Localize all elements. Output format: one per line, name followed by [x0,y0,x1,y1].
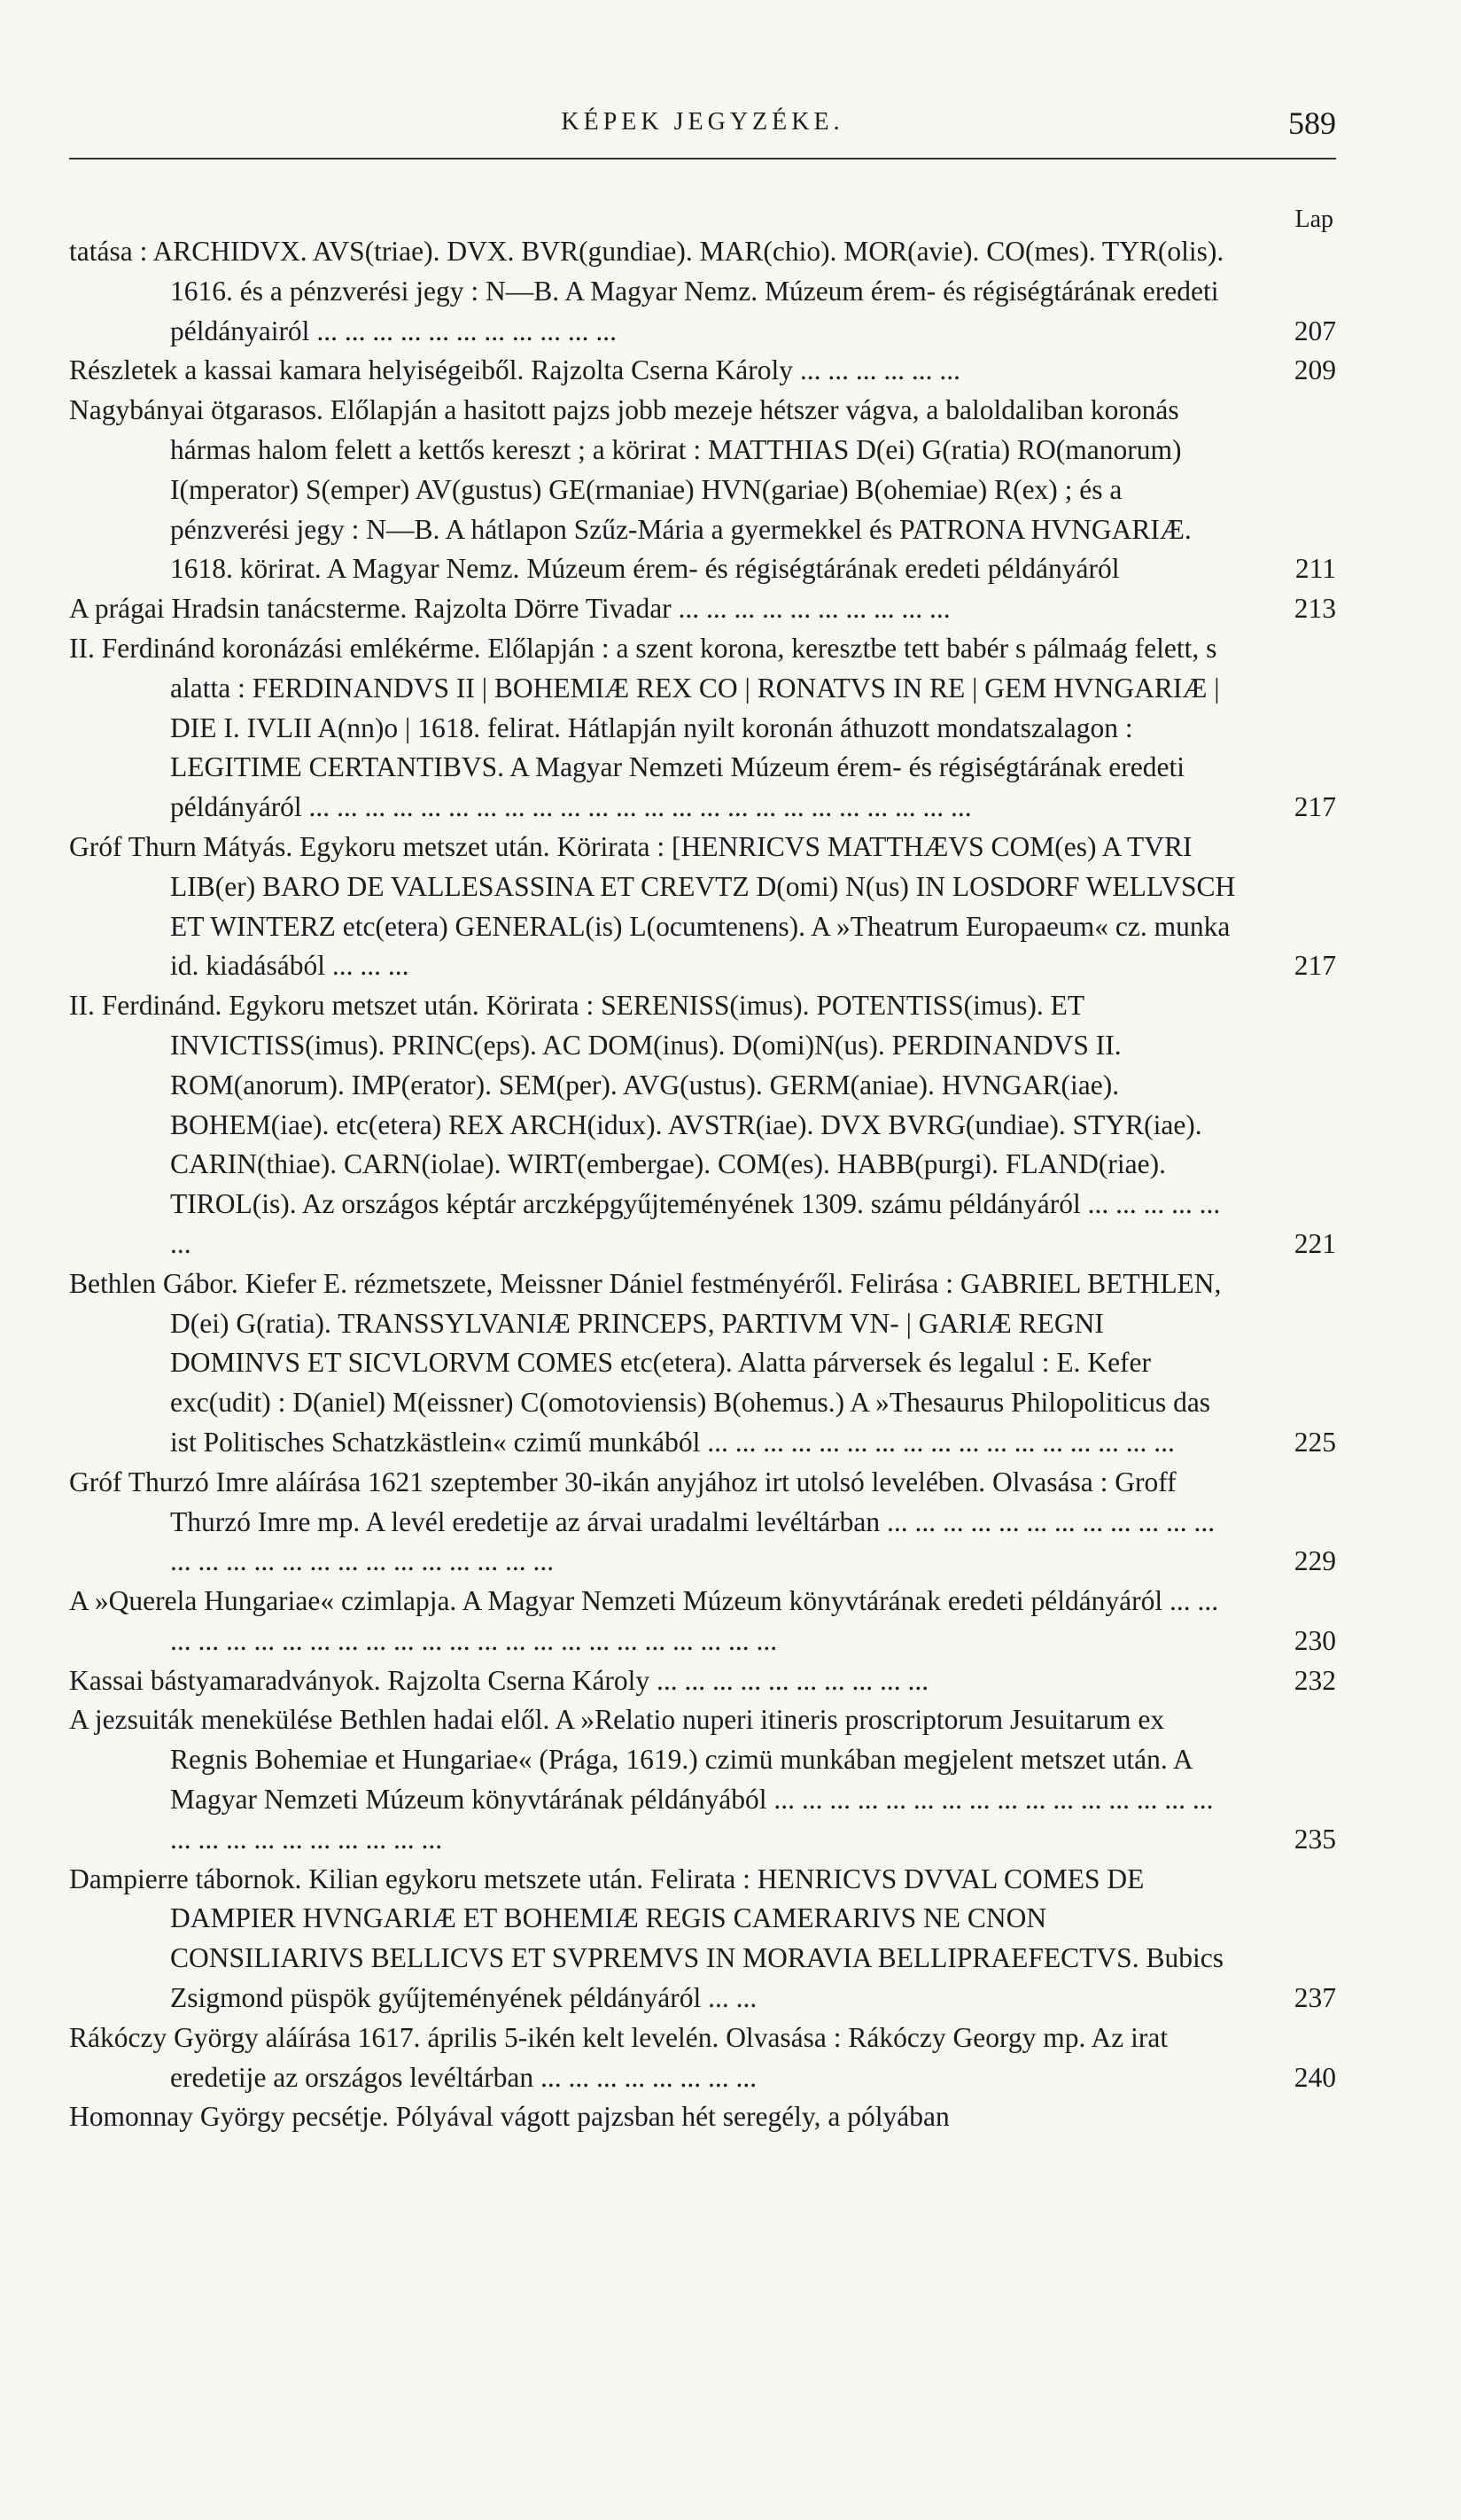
entry-text: Gróf Thurn Mátyás. Egykoru metszet után. Körirata : [HENRICVS MATTHÆVS COM(es) A TVRI LIB(er) BARO DE VALLESASSINA ET CREVTZ D(omi) N(us) IN LOSDORF WELLVSCH ET WINTERZ etc(etera) GENERAL(is) L(ocumtenens). A »Theatrum Europaeum« cz. munka id. kiadásából ... ... ... [69,830,1236,982]
entry-text: A jezsuiták menekülése Bethlen hadai elől. A »Relatio nuperi itineris proscriptorum Jesuitarum ex Regnis Bohemiae et Hungariae« (Prága, 1619.) czimü munkában megjelent metszet után. A Magyar Nemzeti Múzeum könyvtárának példányából ... ... ... ... ... ... ... ... ... ... ... ... ... ... ... ... ... ... ... ... ... ... ... ... ... ... [69,1704,1214,1855]
running-title: KÉPEK JEGYZÉKE. [561,108,844,136]
entry-text: Részletek a kassai kamara helyiségeiből. Rajzolta Cserna Károly ... ... ... ... ... ... [69,354,960,386]
entry-page: 213 [1294,593,1336,625]
page-header [69,105,1336,159]
page-column-label: Lap [1294,206,1333,233]
entry-text: A prágai Hradsin tanácsterme. Rajzolta Dörre Tivadar ... ... ... ... ... ... ... ... ... ... [69,593,951,625]
list-item [69,1661,1336,1701]
list-item [69,1700,1336,1859]
entry-text: Rákóczy György aláírása 1617. április 5-ikén kelt levelén. Olvasása : Rákóczy Georgy mp. Az irat eredetije az országos levéltárban ... ... ... ... ... ... ... ... [69,2021,1169,2093]
list-item [69,828,1336,986]
entry-text: II. Ferdinánd. Egykoru metszet után. Körirata : SERENISS(imus). POTENTISS(imus). ET INVICTISS(imus). PRINC(eps). AC DOM(inus). D(omi)N(us). PERDINANDVS II. ROM(anorum). IMP(erator). SEM(per). AVG(ustus). GERM(aniae). HVNGAR(iae). BOHEM(iae). etc(etera) REX ARCH(idux). AVSTR(iae). DVX BVRG(undiae). STYR(iae). CARIN(thiae). CARN(iolae). WIRT(embergae). COM(es). HABB(purgi). FLAND(riae). TIROL(is). Az országos képtár arczképgyűjteményének 1309. számu példányáról ... ... ... ... ... ... [69,990,1221,1259]
entry-text: Gróf Thurzó Imre aláírása 1621 szeptember 30-ikán anyjához irt utolsó levelében. Olvasása : Groff Thurzó Imre mp. A levél eredetije az árvai uradalmi levéltárban ... ... ... ... ... ... ... ... ... ... ... ... ... ... ... ... ... ... ... ... ... ... ... ... ... ... [69,1466,1216,1577]
entry-page: 221 [1294,1227,1336,1259]
entry-page: 237 [1294,1982,1336,2014]
entry-text: Homonnay György pecsétje. Pólyával vágott pajzsban hét seregély, a pólyában [69,2101,950,2133]
entry-page: 230 [1294,1624,1336,1656]
entry-page: 207 [1294,315,1336,346]
entry-text: A »Querela Hungariae« czimlapja. A Magyar Nemzeti Múzeum könyvtárának eredeti példányáról ... ... ... ... ... ... ... ... ... ... ... ... ... ... ... ... ... ... ... ... ... ... ... ... [69,1585,1219,1656]
list-item [69,1463,1336,1582]
entry-page: 217 [1294,791,1336,823]
entry-page: 209 [1294,354,1336,386]
entry-text: Bethlen Gábor. Kiefer E. rézmetszete, Meissner Dániel festményéről. Felirása : GABRIEL BETHLEN, D(ei) G(ratia). TRANSSYLVANIÆ PRINCEPS, PARTIVM VN- | GARIÆ REGNI DOMINVS ET SICVLORVM COMES etc(etera). Alatta párversek és legalul : E. Kefer exc(udit) : D(aniel) M(eissner) C(omotoviensis) B(ohemus.) A »Thesaurus Philopoliticus das ist Politisches Schatzkästlein« czimű munkából ... ... ... ... ... ... ... ... ... ... ... ... ... ... ... ... ... [69,1267,1222,1458]
entry-page: 217 [1294,950,1336,982]
list-item [69,1264,1336,1463]
entry-text: II. Ferdinánd koronázási emlékérme. Előlapján : a szent korona, keresztbe tett babér s pálmaág felett, s alatta : FERDINANDVS II | BOHEMIÆ REX CO | RONATVS IN RE | GEM HVNGARIÆ | DIE I. IVLII A(nn)o | 1618. felirat. Hátlapján nyilt koronán áthuzott mondatszalagon : LEGITIME CERTANTIBVS. A Magyar Nemzeti Múzeum érem- és régiségtárának eredeti példányáról ... ... ... ... ... ... ... ... ... ... ... ... ... ... ... ... ... ... ... ... ... ... ... ... [69,632,1220,823]
entry-text: Kassai bástyamaradványok. Rajzolta Cserna Károly ... ... ... ... ... ... ... ... ... ... [69,1664,929,1696]
entry-page: 240 [1294,2061,1336,2093]
list-item [69,589,1336,629]
entry-page: 229 [1294,1545,1336,1577]
entry-page: 211 [1294,553,1336,585]
list-item [69,232,1336,351]
list-item [69,1582,1336,1661]
entry-page: 232 [1294,1664,1336,1696]
list-item [69,351,1336,391]
list-item [69,391,1336,589]
entry-page: 235 [1294,1823,1336,1855]
list-item [69,986,1336,1264]
entry-list [69,232,1336,2137]
entry-text: tatása : ARCHIDVX. AVS(triae). DVX. BVR(gundiae). MAR(chio). MOR(avie). CO(mes). TYR(olis). 1616. és a pénzverési jegy : N—B. A Magyar Nemz. Múzeum érem- és régiségtárának eredeti példányairól ... ... ... ... ... ... ... ... ... ... ... [69,236,1224,346]
list-item [69,629,1336,828]
list-item [69,2018,1336,2098]
page-number: 589 [1288,105,1336,141]
entry-text: Nagybányai ötgarasos. Előlapján a hasitott pajzs jobb mezeje hétszer vágva, a baloldaliban koronás hármas halom felett a kettős kereszt ; a körirat : MATTHIAS D(ei) G(ratia) RO(manorum) I(mperator) S(emper) AV(gustus) GE(rmaniae) HVN(gariae) B(ohemiae) R(ex) ; és a pénzverési jegy : N—B. A hátlapon Szűz-Mária a gyermekkel és PATRONA HVNGARIÆ. 1618. körirat. A Magyar Nemz. Múzeum érem- és régiségtárának eredeti példányáról [69,394,1192,585]
list-item [69,1860,1336,2018]
entry-text: Dampierre tábornok. Kilian egykoru metszete után. Felirata : HENRICVS DVVAL COMES DE DAMPIER HVNGARIÆ ET BOHEMIÆ REGIS CAMERARIVS NE CNON CONSILIARIVS BELLICVS ET SVPREMVS IN MORAVIA BELLIPRAEFECTVS. Bubics Zsigmond püspök gyűjteményének példányáról ... ... [69,1863,1224,2014]
list-item [69,2097,1336,2137]
entry-page: 225 [1294,1426,1336,1458]
